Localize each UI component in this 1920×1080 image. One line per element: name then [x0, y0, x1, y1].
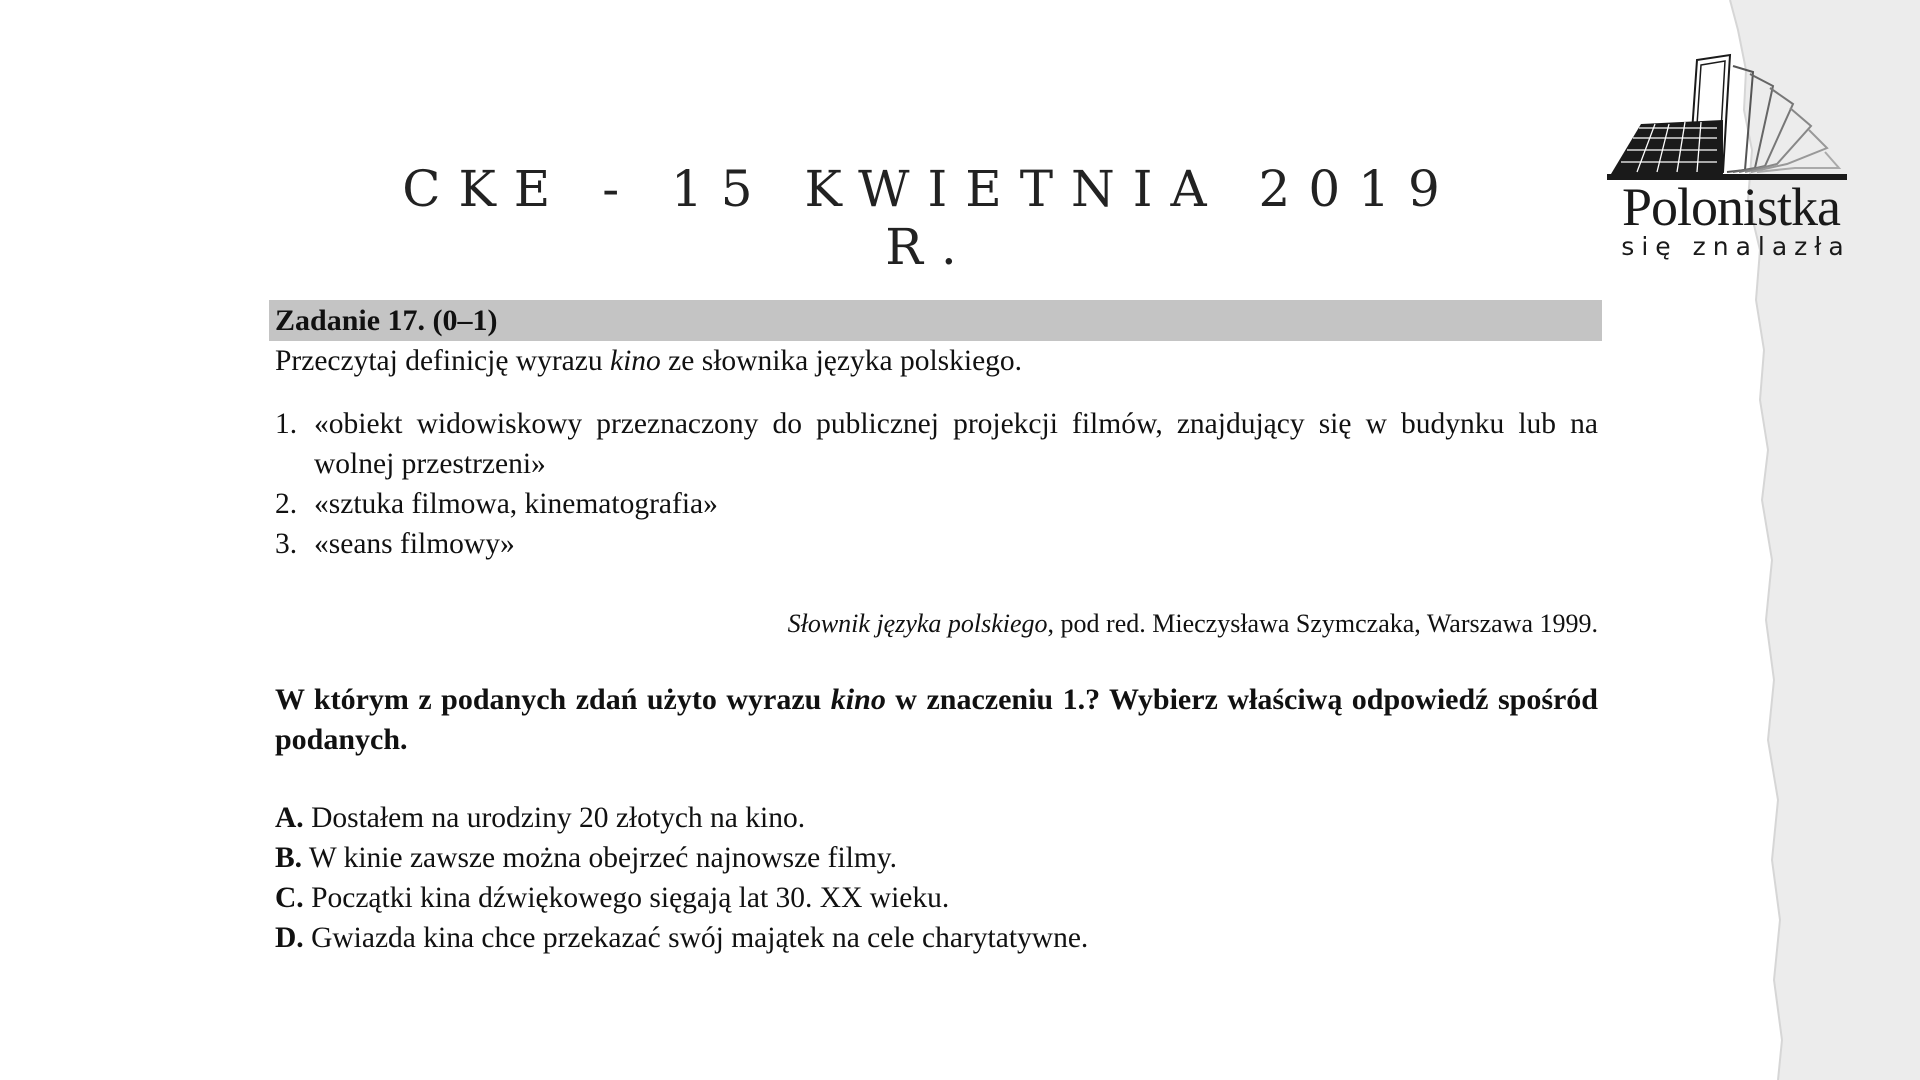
answer-list — [269, 798, 1602, 958]
answer-option-c[interactable] — [275, 878, 1602, 918]
definition-item — [275, 484, 1598, 524]
task-17 — [269, 300, 1602, 958]
answer-text: Dostałem na urodziny 20 złotych na kino. — [303, 802, 806, 834]
definition-list — [269, 404, 1602, 564]
definition-text: «obiekt widowiskowy przeznaczony do publicznej projekcji filmów, znajdujący się w budynku lub na wolnej przestrzeni» — [314, 408, 1598, 480]
laptop-book-icon — [1605, 52, 1855, 182]
answer-option-b[interactable] — [275, 838, 1602, 878]
slide-title: CKE - 15 KWIETNIA 2019 R. — [402, 160, 1458, 276]
intro-word: kino — [609, 345, 661, 377]
definition-item — [275, 524, 1598, 564]
logo-name: Polonistka — [1621, 177, 1841, 237]
source-rest: , pod red. Mieczysława Szymczaka, Warszawa 1999. — [1047, 609, 1598, 638]
answer-text: W kinie zawsze można obejrzeć najnowsze filmy. — [302, 842, 898, 874]
definition-item — [275, 404, 1598, 484]
definition-number: 1. — [275, 408, 298, 440]
answer-text: Początki kina dźwiękowego sięgają lat 30. XX wieku. — [303, 882, 950, 914]
definition-text: «sztuka filmowa, kinematografia» — [314, 488, 718, 520]
answer-option-d[interactable] — [275, 918, 1602, 958]
answer-letter: A. — [275, 802, 304, 834]
definition-number: 2. — [275, 488, 298, 520]
answer-option-a[interactable] — [275, 798, 1602, 838]
logo-tagline: się znalazła — [1621, 232, 1851, 261]
answer-letter: B. — [275, 842, 303, 874]
answer-letter: C. — [275, 882, 304, 914]
source-citation — [269, 604, 1602, 644]
task-intro — [269, 341, 1602, 381]
question-before: W którym z podanych zdań użyto wyrazu — [275, 683, 831, 716]
question — [269, 680, 1602, 760]
question-after: w znaczeniu 1.? Wybierz właściwą odpowiedź spośród podanych. — [275, 683, 1598, 756]
intro-after: ze słownika języka polskiego. — [660, 345, 1023, 377]
intro-before: Przeczytaj definicję wyrazu — [275, 345, 610, 377]
definition-number: 3. — [275, 528, 298, 560]
definition-text: «seans filmowy» — [314, 528, 515, 560]
logo — [1595, 52, 1867, 267]
source-title: Słownik języka polskiego — [787, 609, 1048, 638]
task-header: Zadanie 17. (0–1) — [269, 300, 1602, 341]
answer-letter: D. — [275, 922, 304, 954]
question-word: kino — [830, 683, 886, 716]
answer-text: Gwiazda kina chce przekazać swój majątek na cele charytatywne. — [303, 922, 1089, 954]
